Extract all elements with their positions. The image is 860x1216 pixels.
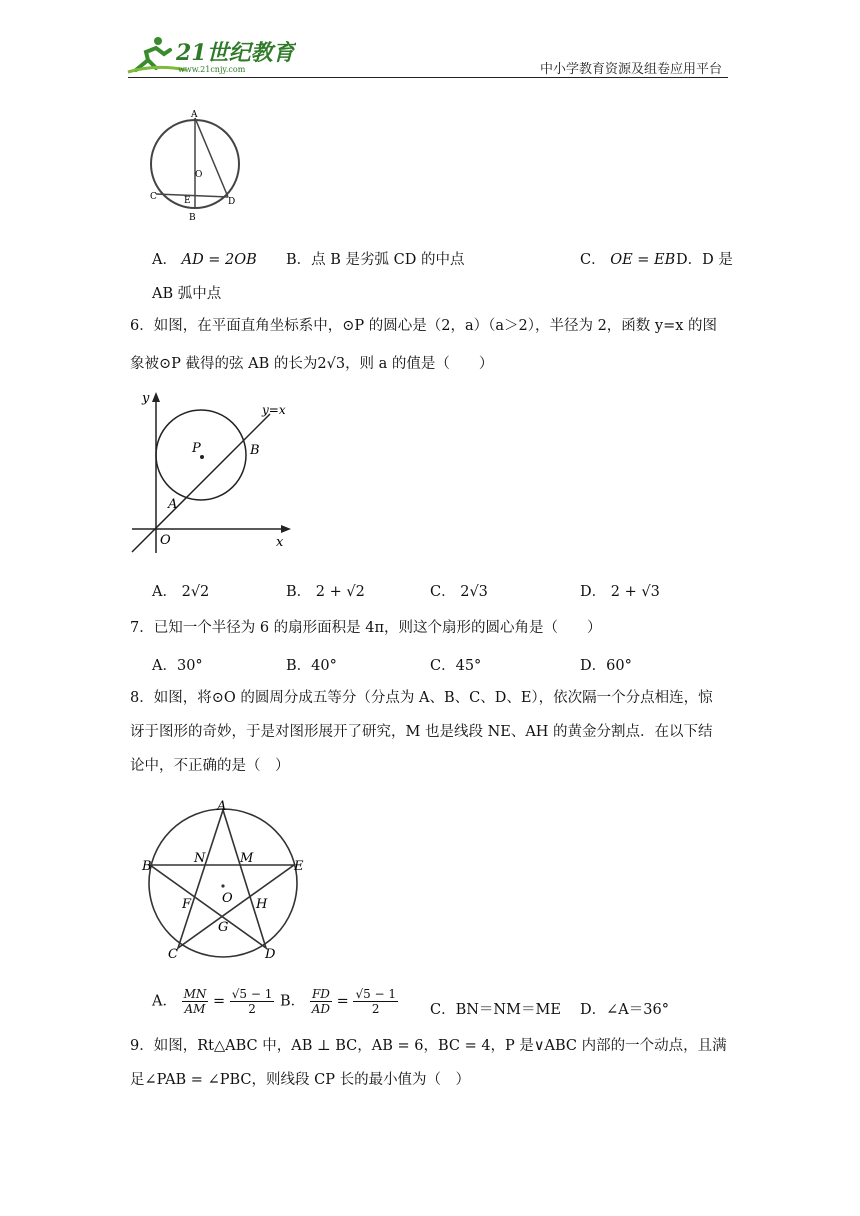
q6-line2: 象被⊙P 截得的弦 AB 的长为2√3，则 a 的值是（ ） [130,356,494,372]
svg-text:B: B [189,213,196,223]
q9-line1: 9．如图，Rt△ABC 中，AB ⊥ BC，AB = 6，BC = 4，P 是∨ABC 内部的一个动点，且满 [130,1038,727,1054]
q8-line2: 讶于图形的奇妙，于是对图形展开了研究，M 也是线段 NE、AH 的黄金分割点．在以下结 [130,724,713,740]
svg-text:D: D [228,197,236,207]
q8-option-d: D．∠A＝36° [580,1002,669,1018]
svg-text:P: P [192,441,201,456]
svg-text:O: O [195,170,203,180]
svg-text:O: O [160,533,171,548]
q8-option-c: C．BN＝NM＝ME [430,1002,561,1018]
header-divider [128,77,728,78]
q6-option-b: B． 2 + √2 [286,584,365,600]
q5-option-b: B．点 B 是劣弧 CD 的中点 [286,252,465,268]
svg-text:G: G [218,920,229,935]
site-logo [126,34,296,76]
logo-text: 21世纪教育 [176,40,295,66]
site-slogan: 中小学教育资源及组卷应用平台 [540,62,723,77]
logo-url: www.21cnjy.com [178,65,246,74]
q7-option-c: C．45° [430,658,482,674]
q9-line2: 足∠PAB = ∠PBC，则线段 CP 长的最小值为（ ） [130,1072,471,1088]
svg-text:C: C [168,947,178,962]
q6-option-a: A． 2√2 [152,584,210,600]
svg-text:N: N [194,851,206,866]
q8-option-a: A． $\frac{MN}{AM}$ = $\frac{√5 - 1}{2}$ [152,987,273,1016]
svg-text:M: M [240,851,254,866]
q7-line1: 7．已知一个半径为 6 的扇形面积是 4π，则这个扇形的圆心角是（ ） [130,620,602,636]
svg-text:A: A [191,110,198,120]
q5-option-d: D．D 是 [676,252,733,268]
q7-option-a: A．30° [152,658,203,674]
svg-text:A: A [217,799,227,814]
svg-text:A: A [168,497,178,512]
svg-text:C: C [150,192,157,202]
svg-text:F: F [182,897,192,912]
q5-option-d-cont: AB 弧中点 [152,286,222,302]
q6-figure [128,388,298,562]
svg-text:E: E [294,859,304,874]
q5-option-a: A． AD = 2OB [152,252,257,268]
svg-text:E: E [184,196,191,206]
svg-text:D: D [265,947,276,962]
svg-text:y=x: y=x [262,403,286,417]
svg-text:H: H [256,897,268,912]
q5-figure [128,104,243,228]
svg-text:y: y [142,391,150,406]
q6-option-d: D． 2 + √3 [580,584,660,600]
q5-option-c: C． OE = EB [580,252,676,268]
q8-line1: 8．如图，将⊙O 的圆周分成五等分（分点为 A、B、C、D、E），依次隔一个分点相连，惊 [130,690,713,706]
svg-text:x: x [276,535,284,550]
q7-option-d: D．60° [580,658,632,674]
q8-figure [138,798,308,968]
q6-option-c: C． 2√3 [430,584,488,600]
svg-text:O: O [222,891,233,906]
q8-line3: 论中，不正确的是（ ） [130,758,290,774]
q6-line1: 6．如图，在平面直角坐标系中，⊙P 的圆心是（2，a）（a＞2），半径为 2，函数 y=x 的图 [130,318,718,334]
q8-option-b: B． $\frac{FD}{AD}$ = $\frac{√5 - 1}{2}$ [280,987,397,1016]
q7-option-b: B．40° [286,658,337,674]
svg-text:B: B [250,443,260,458]
svg-text:B: B [142,859,152,874]
